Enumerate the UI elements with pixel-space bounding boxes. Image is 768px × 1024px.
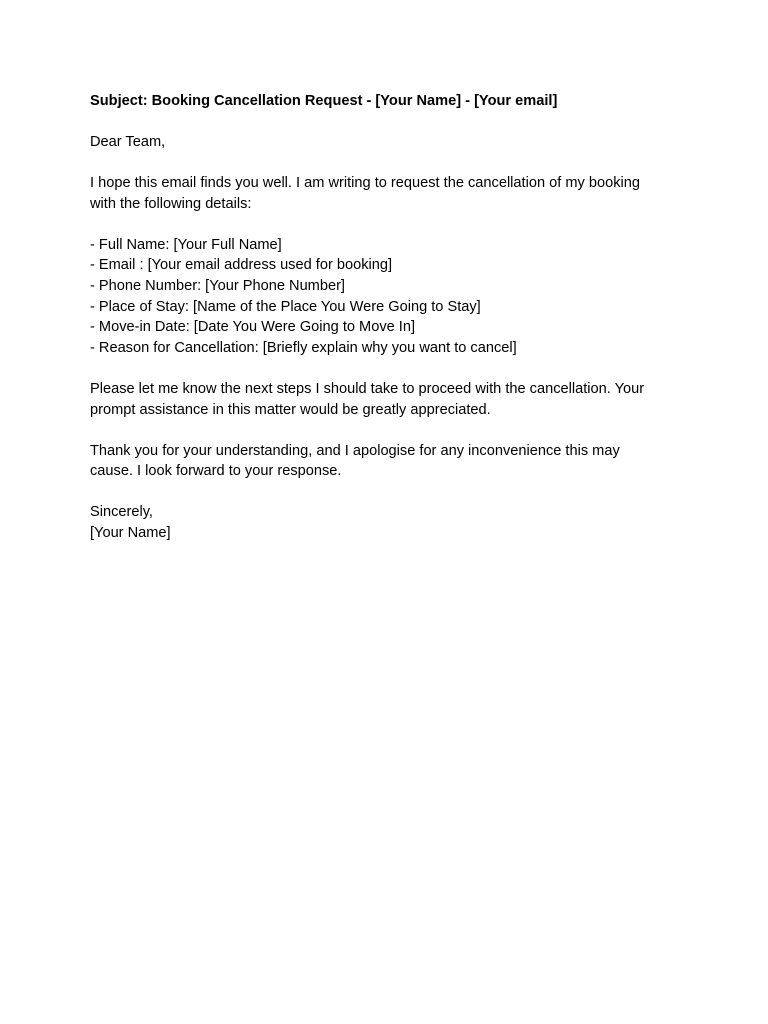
- subject-line: Subject: Booking Cancellation Request - [Your Name] - [Your email]: [90, 93, 558, 109]
- detail-phone-number: - Phone Number: [Your Phone Number]: [90, 278, 345, 295]
- request-paragraph: [90, 379, 690, 420]
- letter-document: [90, 91, 690, 544]
- detail-place-of-stay: - Place of Stay: [Name of the Place You Were Going to Stay]: [90, 298, 481, 315]
- detail-email: - Email : [Your email address used for booking]: [90, 257, 393, 274]
- thanks-line-1: Thank you for your understanding, and I apologise for any inconvenience this may: [90, 442, 620, 459]
- detail-reason: - Reason for Cancellation: [Briefly explain why you want to cancel]: [90, 339, 517, 356]
- signoff: Sincerely,: [90, 504, 153, 521]
- signature-name: [Your Name]: [90, 524, 171, 541]
- thanks-line-2: cause. I look forward to your response.: [90, 463, 342, 480]
- closing-block: [90, 502, 690, 543]
- detail-move-in-date: - Move-in Date: [Date You Were Going to Move In]: [90, 319, 416, 336]
- greeting: Dear Team,: [90, 134, 166, 151]
- request-line-1: Please let me know the next steps I should take to proceed with the cancellation. Your: [90, 380, 645, 397]
- detail-full-name: - Full Name: [Your Full Name]: [90, 236, 282, 253]
- booking-details-list: [90, 235, 690, 359]
- intro-line-2: with the following details:: [90, 195, 252, 212]
- intro-line-1: I hope this email finds you well. I am writing to request the cancellation of my booking: [90, 175, 640, 192]
- intro-paragraph: [90, 173, 690, 214]
- request-line-2: prompt assistance in this matter would be greatly appreciated.: [90, 401, 491, 418]
- thanks-paragraph: [90, 441, 690, 482]
